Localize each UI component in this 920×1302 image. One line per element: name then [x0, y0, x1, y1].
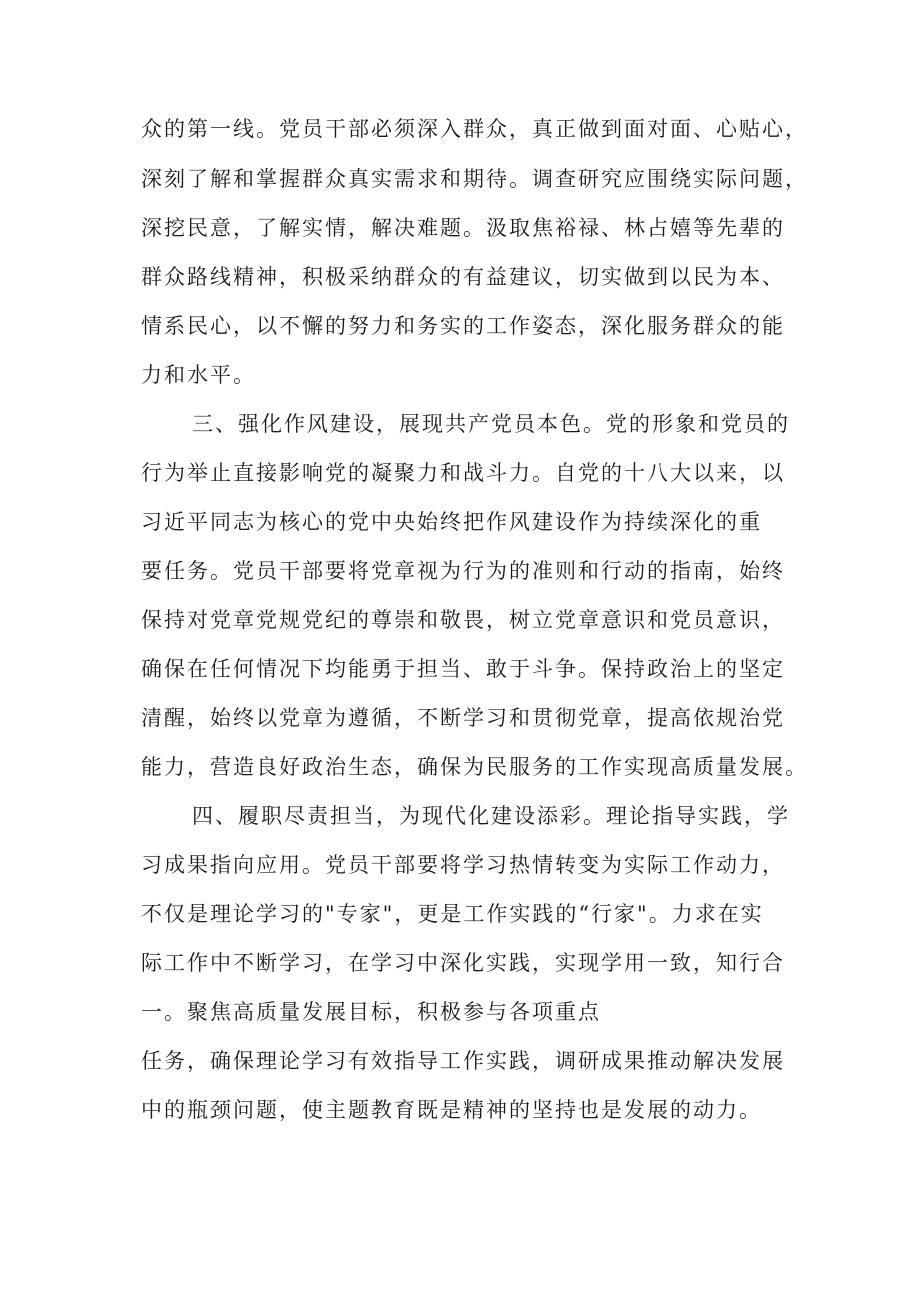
- text-line: 确保在任何情况下均能勇于担当、敢于斗争。保持政治上的坚定: [141, 657, 785, 681]
- section-heading-line: 四、履职尽责担当，为现代化建设添彩。理论指导实践，学: [192, 804, 790, 828]
- text-line: 深刻了解和掌握群众真实需求和期待。调查研究应围绕实际问题，: [141, 167, 808, 191]
- text-line: 众的第一线。党员干部必须深入群众，真正做到面对面、心贴心，: [141, 117, 808, 141]
- text-line: 能力，营造良好政治生态，确保为民服务的工作实现高质量发展。: [141, 755, 808, 779]
- text-line: 群众路线精神，积极采纳群众的有益建议，切实做到以民为本、: [141, 265, 785, 289]
- text-line: 习近平同志为核心的党中央始终把作风建设作为持续深化的重: [141, 510, 762, 534]
- text-line: 行为举止直接影响党的凝聚力和战斗力。自党的十八大以来，以: [141, 461, 785, 485]
- text-line: 力和水平。: [141, 363, 256, 387]
- text-line: 习成果指向应用。党员干部要将学习热情转变为实际工作动力，: [141, 853, 785, 877]
- text-line: 不仅是理论学习的"专家"，更是工作实践的“行家"。力求在实: [141, 902, 764, 926]
- text-line: 任务，确保理论学习有效指导工作实践，调研成果推动解决发展: [141, 1049, 785, 1073]
- text-line: 一。聚焦高质量发展目标，积极参与各项重点: [141, 1000, 601, 1024]
- text-line: 要任务。党员干部要将党章视为行为的准则和行动的指南，始终: [141, 559, 785, 583]
- text-line: 深挖民意，了解实情，解决难题。汲取焦裕禄、林占嬉等先辈的: [141, 216, 785, 240]
- text-line: 情系民心，以不懈的努力和务实的工作姿态，深化服务群众的能: [141, 314, 785, 338]
- text-line: 保持对党章党规党纪的尊崇和敬畏，树立党章意识和党员意识，: [141, 608, 785, 632]
- section-heading-line: 三、强化作风建设，展现共产党员本色。党的形象和党员的: [192, 412, 790, 436]
- text-line: 中的瓶颈问题，使主题教育既是精神的坚持也是发展的动力。: [141, 1098, 762, 1122]
- text-line: 际工作中不断学习，在学习中深化实践，实现学用一致，知行合: [141, 951, 785, 975]
- text-line: 清醒，始终以党章为遵循，不断学习和贯彻党章，提高依规治党: [141, 706, 785, 730]
